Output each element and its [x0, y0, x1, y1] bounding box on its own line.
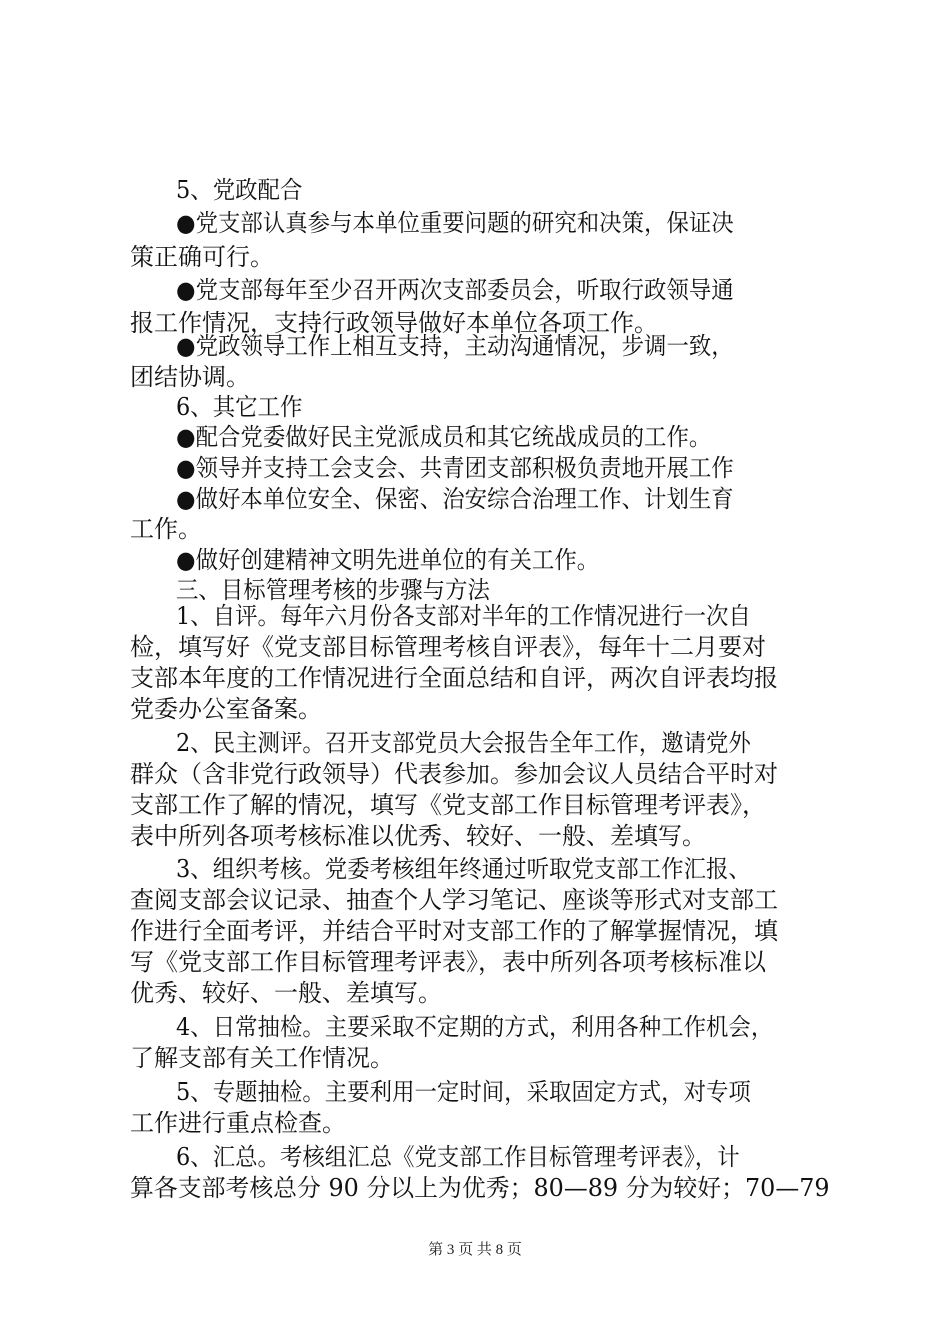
body-line: 4、日常抽检。主要采取不定期的方式，利用各种工作机会，	[176, 1013, 774, 1041]
page-footer: 第 3 页 共 8 页	[428, 1242, 522, 1258]
body-line: 报工作情况，支持行政领导做好本单位各项工作。	[130, 309, 658, 337]
section-heading: 5、党政配合	[176, 176, 303, 204]
body-line: 工作进行重点检查。	[130, 1109, 346, 1137]
body-line: 写《党支部工作目标管理考评表》，表中所列各项考核标准以	[130, 948, 766, 976]
body-line: ●领导并支持工会支会、共青团支部积极负责地开展工作	[176, 454, 734, 482]
section-heading: 6、其它工作	[176, 393, 303, 421]
body-line: ●党政领导工作上相互支持，主动沟通情况，步调一致，	[176, 332, 734, 360]
body-line: 3、组织考核。党委考核组年终通过听取党支部工作汇报、	[176, 855, 751, 883]
body-line: 算各支部考核总分 90 分以上为优秀；80—89 分为较好；70—79	[130, 1174, 830, 1202]
body-line: ●党支部每年至少召开两次支部委员会，听取行政领导通	[176, 276, 734, 304]
body-line: 2、民主测评。召开支部党员大会报告全年工作，邀请党外	[176, 729, 751, 757]
body-line: 优秀、较好、一般、差填写。	[130, 979, 442, 1007]
body-line: 团结协调。	[130, 363, 250, 391]
body-line: 工作。	[130, 515, 202, 543]
body-line: 了解支部有关工作情况。	[130, 1044, 394, 1072]
body-line: ●配合党委做好民主党派成员和其它统战成员的工作。	[176, 423, 712, 451]
body-line: 5、专题抽检。主要利用一定时间，采取固定方式，对专项	[176, 1078, 751, 1106]
body-line: 支部本年度的工作情况进行全面总结和自评，两次自评表均报	[130, 664, 778, 692]
body-line: 党委办公室备案。	[130, 695, 322, 723]
body-line: 表中所列各项考核标准以优秀、较好、一般、差填写。	[130, 822, 706, 850]
body-line: 支部工作了解的情况，填写《党支部工作目标管理考评表》，	[130, 791, 766, 819]
body-line: 6、汇总。考核组汇总《党支部工作目标管理考评表》，计	[176, 1143, 740, 1171]
body-line: 群众（含非党行政领导）代表参加。参加会议人员结合平时对	[130, 760, 778, 788]
body-line: 检，填写好《党支部目标管理考核自评表》，每年十二月要对	[130, 633, 766, 661]
body-line: 策正确可行。	[130, 243, 274, 271]
body-line: ●做好创建精神文明先进单位的有关工作。	[176, 546, 600, 574]
body-line: 1、自评。每年六月份各支部对半年的工作情况进行一次自	[176, 602, 751, 630]
body-line: 作进行全面考评，并结合平时对支部工作的了解掌握情况，填	[130, 917, 778, 945]
body-line: ●做好本单位安全、保密、治安综合治理工作、计划生育	[176, 485, 734, 513]
section-heading: 三、目标管理考核的步骤与方法	[176, 576, 490, 604]
body-line: ●党支部认真参与本单位重要问题的研究和决策，保证决	[176, 209, 734, 237]
body-line: 查阅支部会议记录、抽查个人学习笔记、座谈等形式对支部工	[130, 886, 778, 914]
